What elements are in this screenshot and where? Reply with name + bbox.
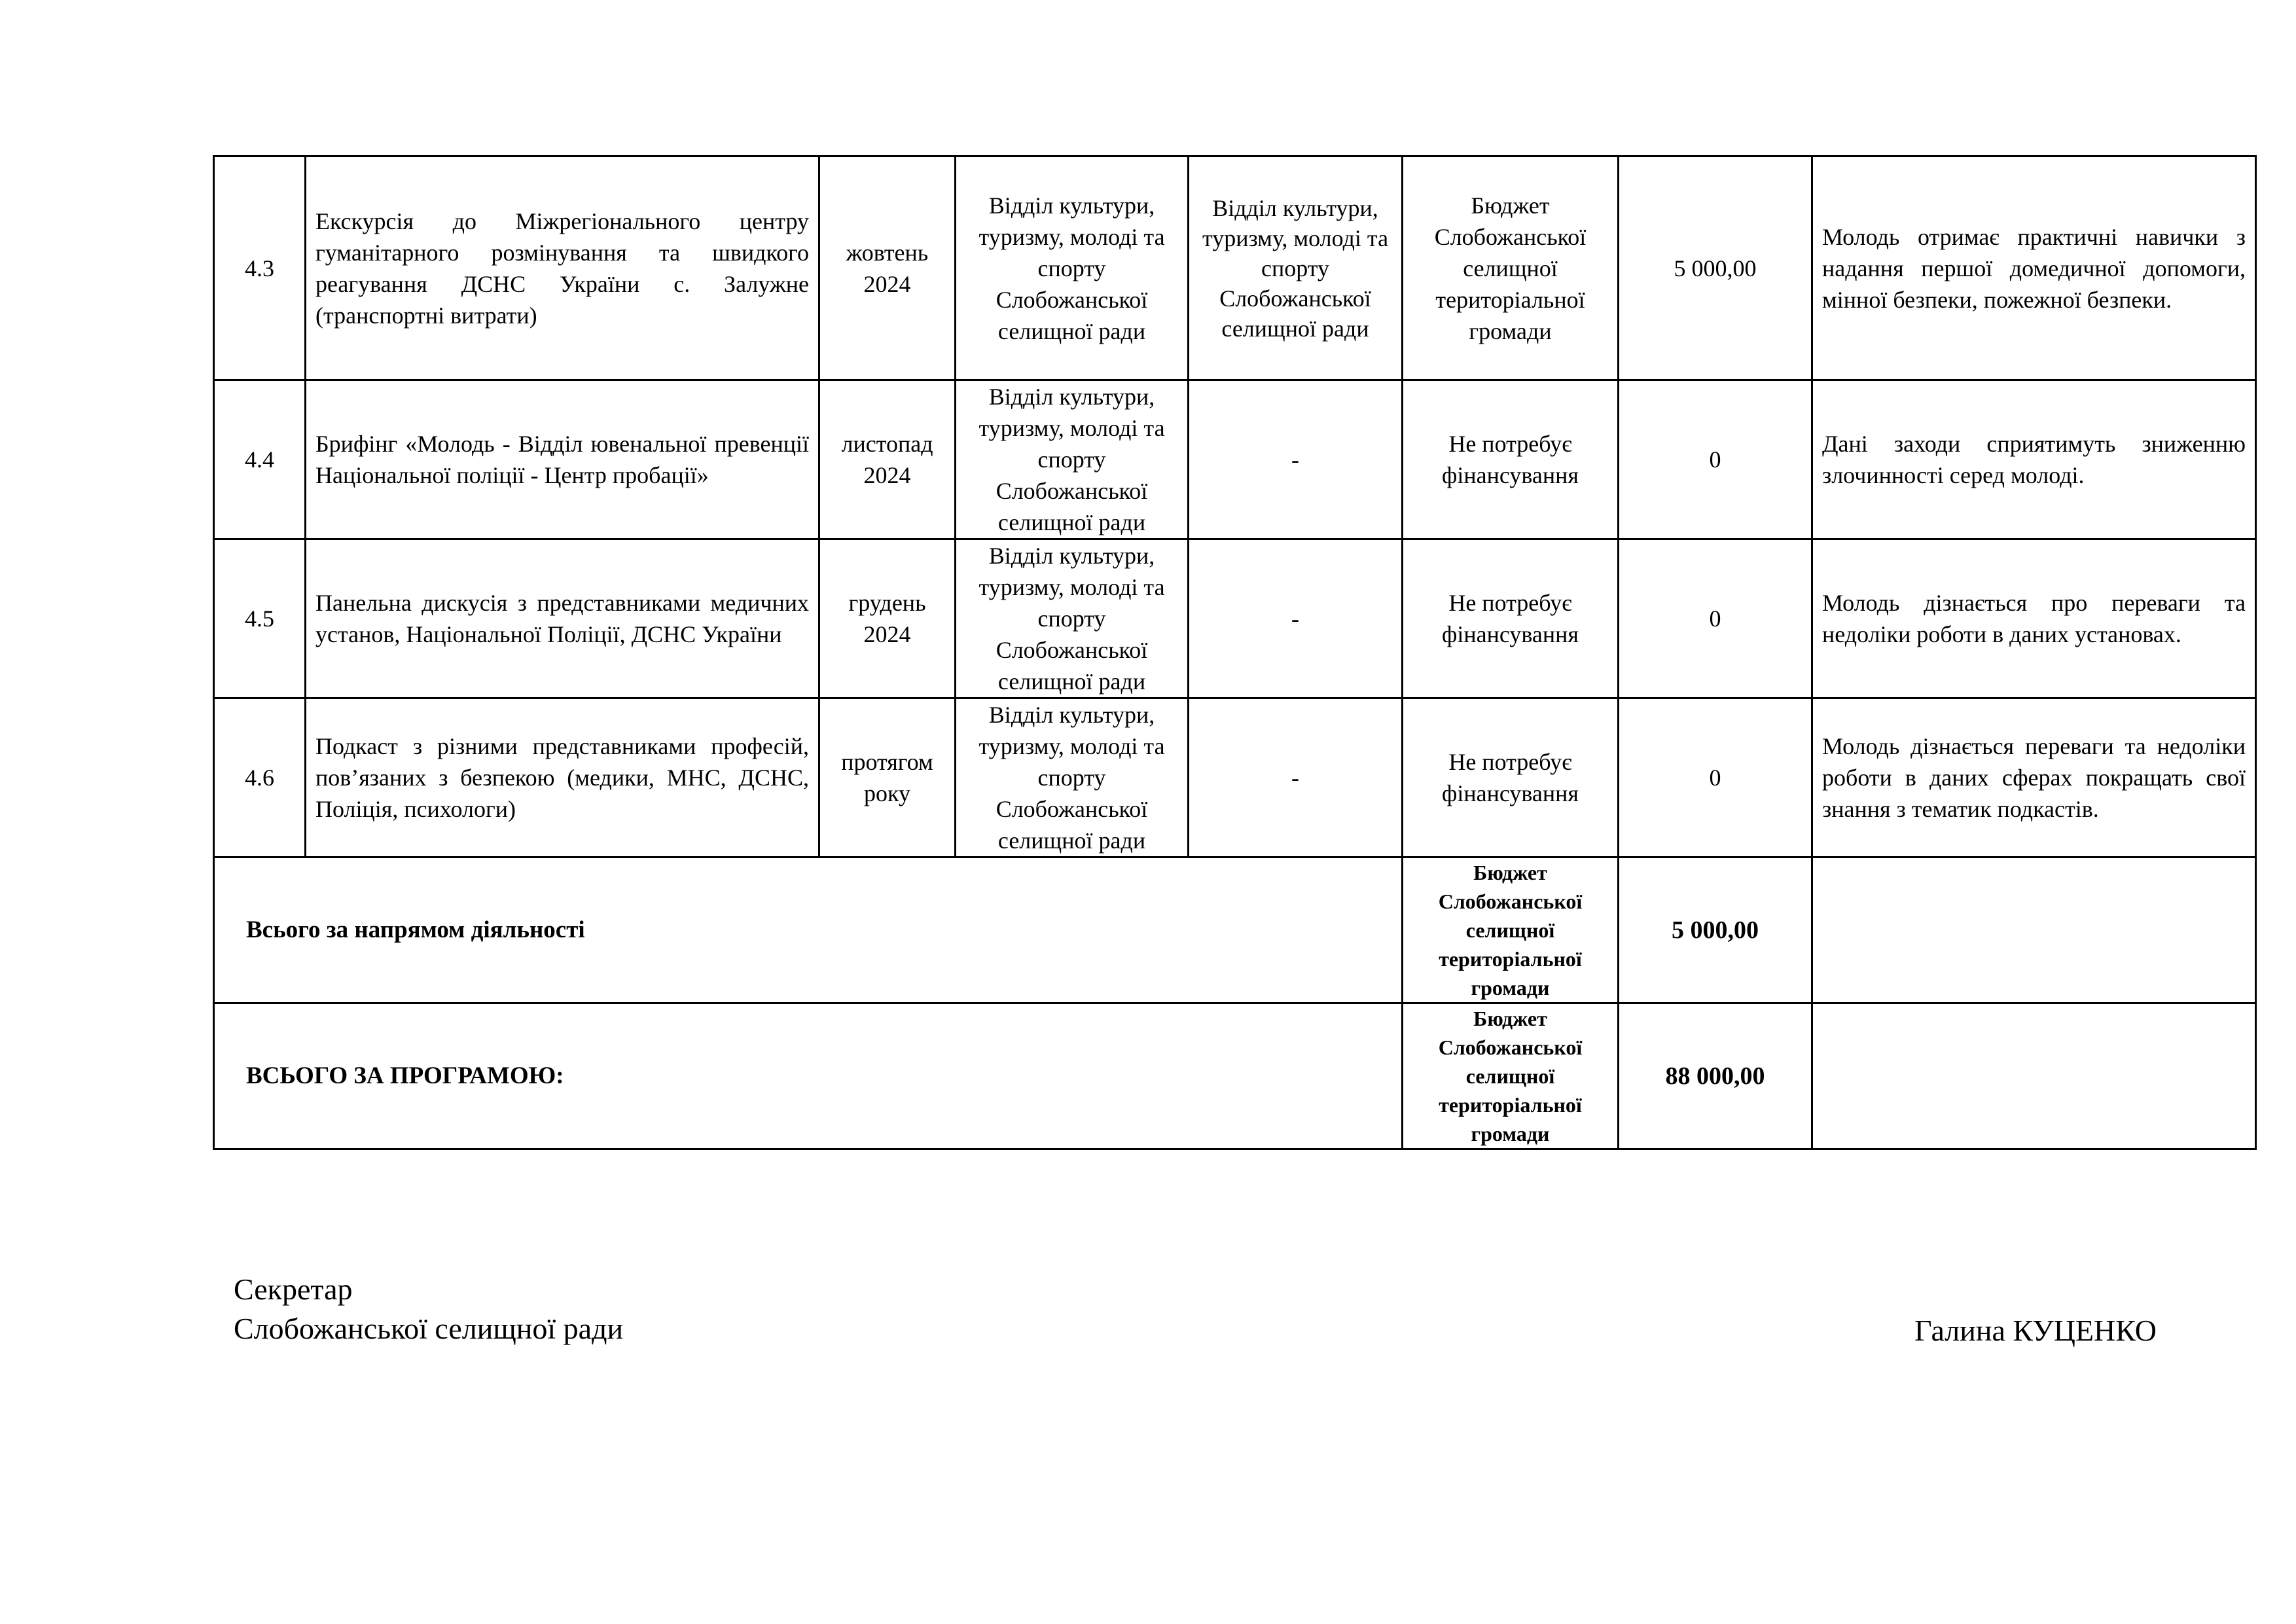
table-row: [214, 156, 2256, 380]
program-total-label: ВСЬОГО ЗА ПРОГРАМОЮ:: [214, 1003, 1403, 1149]
executor: Відділ культури, туризму, молоді та спорту Слобожанської селищної ради: [956, 698, 1189, 857]
co-executor: -: [1189, 539, 1403, 698]
expected-result: Дані заходи сприятимуть зниженню злочинності серед молоді.: [1812, 380, 2256, 539]
co-executor: -: [1189, 380, 1403, 539]
direction-total-amount: 5 000,00: [1619, 857, 1812, 1003]
funding-source: Не потребує фінансування: [1403, 698, 1619, 857]
event-term: листопад 2024: [819, 380, 956, 539]
signature-name: Галина КУЦЕНКО: [1914, 1314, 2157, 1347]
expected-result: Молодь дізнається переваги та недоліки роботи в даних сферах покращать свої знання з тематик подкастів.: [1812, 698, 2256, 857]
event-description: Брифінг «Молодь - Відділ ювенальної превенції Національної поліції - Центр пробації»: [306, 380, 819, 539]
co-executor: Відділ культури, туризму, молоді та спорту Слобожанської селищної ради: [1189, 156, 1403, 380]
event-term: протягом року: [819, 698, 956, 857]
item-number: 4.3: [214, 156, 306, 380]
item-number: 4.4: [214, 380, 306, 539]
event-description: Панельна дискусія з представниками медичних установ, Національної Поліції, ДСНС України: [306, 539, 819, 698]
signature-council: Слобожанської селищної ради: [234, 1312, 624, 1345]
event-description: Екскурсія до Міжрегіонального центру гуманітарного розмінування та швидкого реагування ДСНС України с. Залужне (транспортні витрати): [306, 156, 819, 380]
funding-source: Не потребує фінансування: [1403, 539, 1619, 698]
event-description: Подкаст з різними представниками професій, пов’язаних з безпекою (медики, МНС, ДСНС, Поліція, психологи): [306, 698, 819, 857]
executor: Відділ культури, туризму, молоді та спорту Слобожанської селищної ради: [956, 539, 1189, 698]
co-executor: -: [1189, 698, 1403, 857]
direction-total-source: Бюджет Слобожанської селищної територіальної громади: [1403, 857, 1619, 1003]
funding-source: Не потребує фінансування: [1403, 380, 1619, 539]
item-number: 4.6: [214, 698, 306, 857]
direction-total-empty: [1812, 857, 2256, 1003]
table-row: [214, 698, 2256, 857]
funding-source: Бюджет Слобожанської селищної територіальної громади: [1403, 156, 1619, 380]
program-total-amount: 88 000,00: [1619, 1003, 1812, 1149]
program-total-row: [214, 1003, 2256, 1149]
program-total-source: Бюджет Слобожанської селищної територіальної громади: [1403, 1003, 1619, 1149]
item-number: 4.5: [214, 539, 306, 698]
event-term: жовтень 2024: [819, 156, 956, 380]
executor: Відділ культури, туризму, молоді та спорту Слобожанської селищної ради: [956, 156, 1189, 380]
funding-amount: 5 000,00: [1619, 156, 1812, 380]
signature-title: Секретар: [234, 1272, 353, 1306]
table-row: [214, 539, 2256, 698]
direction-total-label: Всього за напрямом діяльності: [214, 857, 1403, 1003]
signature-position: [234, 1270, 623, 1348]
program-total-empty: [1812, 1003, 2256, 1149]
executor: Відділ культури, туризму, молоді та спорту Слобожанської селищної ради: [956, 380, 1189, 539]
funding-amount: 0: [1619, 698, 1812, 857]
funding-amount: 0: [1619, 539, 1812, 698]
program-activities-table: [213, 155, 2257, 1150]
direction-total-row: [214, 857, 2256, 1003]
event-term: грудень 2024: [819, 539, 956, 698]
expected-result: Молодь дізнається про переваги та недоліки роботи в даних установах.: [1812, 539, 2256, 698]
expected-result: Молодь отримає практичні навички з надання першої домедичної допомоги, мінної безпеки, пожежної безпеки.: [1812, 156, 2256, 380]
funding-amount: 0: [1619, 380, 1812, 539]
table-row: [214, 380, 2256, 539]
